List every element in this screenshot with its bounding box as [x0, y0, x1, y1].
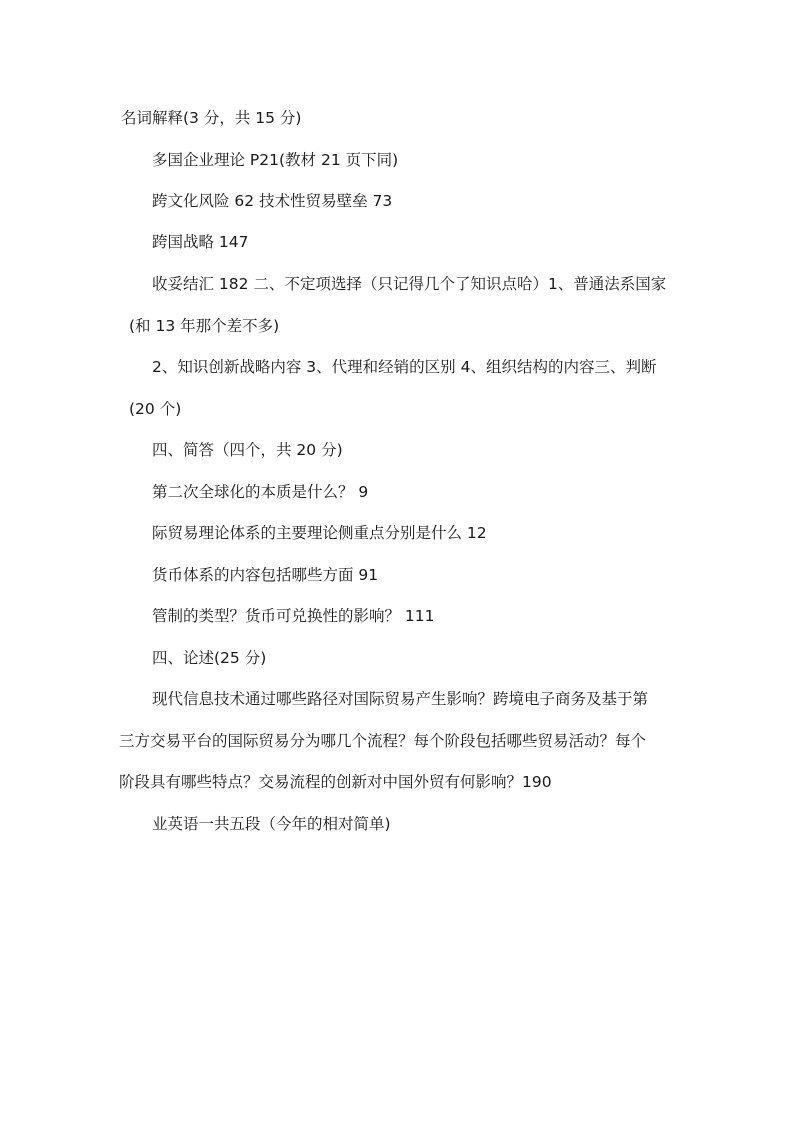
text-line: 际贸易理论体系的主要理论侧重点分别是什么 12	[152, 524, 487, 542]
text-line: 三方交易平台的国际贸易分为哪几个流程？每个阶段包括哪些贸易活动？每个	[119, 732, 647, 750]
text-line: 多国企业理论 P21(教材 21 页下同)	[152, 151, 399, 169]
text-line: 跨文化风险 62 技术性贸易壁垒 73	[152, 192, 393, 210]
section-heading-term-definitions: 名词解释(3 分，共 15 分)	[121, 109, 302, 127]
text-line: 管制的类型？货币可兑换性的影响？ 111	[152, 607, 435, 625]
text-line: 跨国战略 147	[152, 233, 249, 251]
text-line: 2、知识创新战略内容 3、代理和经销的区别 4、组织结构的内容三、判断	[152, 358, 657, 376]
text-line: 第二次全球化的本质是什么？ 9	[152, 483, 369, 501]
text-line: 业英语一共五段（今年的相对简单)	[152, 815, 391, 833]
section-heading-essay: 四、论述(25 分)	[152, 649, 267, 667]
section-heading-short-answer: 四、简答（四个，共 20 分)	[152, 441, 343, 459]
text-line: (20 个)	[129, 400, 182, 418]
text-line: 现代信息技术通过哪些路径对国际贸易产生影响？跨境电子商务及基于第	[152, 690, 649, 708]
text-line: 阶段具有哪些特点？交易流程的创新对中国外贸有何影响？190	[119, 773, 552, 791]
text-line: 收妥结汇 182 二、不定项选择（只记得几个了知识点哈）1、普通法系国家	[152, 275, 667, 293]
text-line: (和 13 年那个差不多)	[129, 317, 280, 335]
text-line: 货币体系的内容包括哪些方面 91	[152, 566, 379, 584]
